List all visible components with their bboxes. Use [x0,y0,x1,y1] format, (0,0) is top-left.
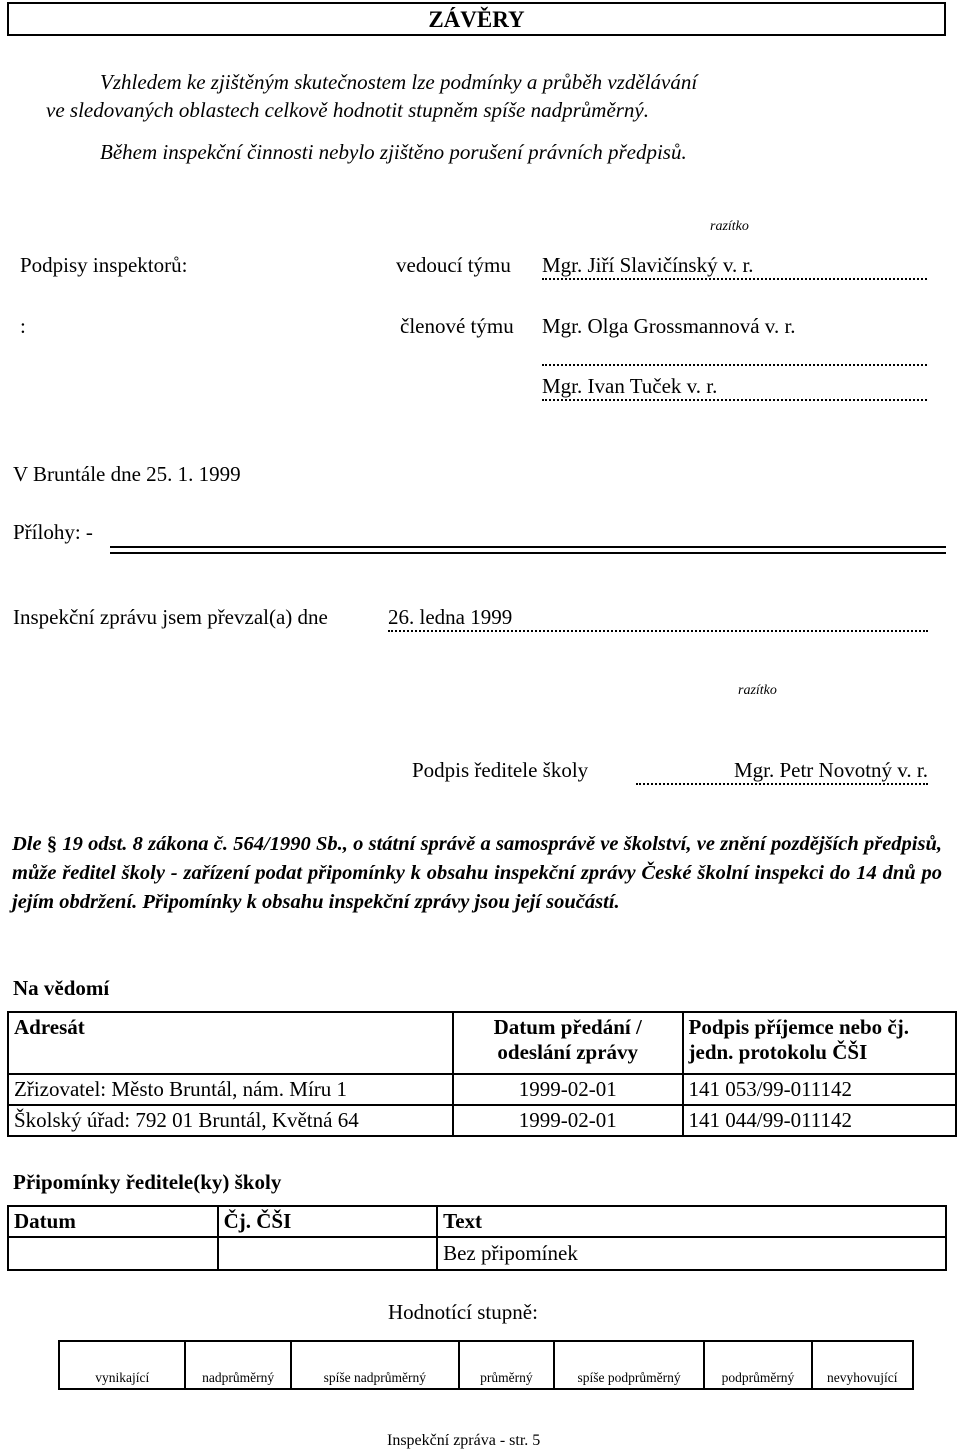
attachments: Přílohy: - [13,520,93,544]
leader-name: Mgr. Jiří Slavičínský v. r. [542,253,754,277]
grade-cell: nevyhovující [812,1341,913,1389]
leader-signature [542,253,927,280]
grade-cell: vynikající [59,1341,185,1389]
table-cell [218,1237,438,1270]
grade-cell: spíše podprůměrný [554,1341,704,1389]
members-label: členové týmu [400,314,514,338]
column-header-ref: Čj. ČŠI [218,1206,438,1237]
comments-heading: Připomínky ředitele(ky) školy [13,1170,282,1194]
column-header-date: Datum předání / odeslání zprávy [453,1012,683,1074]
distribution-table [7,1011,957,1137]
table-cell: Zřizovatel: Město Bruntál, nám. Míru 1 [8,1074,453,1105]
divider-line-2 [110,552,946,554]
stamp-label-2: razítko [738,683,777,698]
member2-name: Mgr. Ivan Tuček v. r. [542,374,718,398]
table-row [8,1105,956,1136]
conclusion-line-1: Vzhledem ke zjištěným skutečnostem lze podmínky a průběh vzdělávání [100,70,698,94]
grade-cell: spíše nadprůměrný [291,1341,459,1389]
conclusion-line-3: Během inspekční činnosti nebylo zjištěno porušení právních předpisů. [100,140,687,164]
legal-note [12,830,942,917]
table-cell: 1999-02-01 [453,1074,683,1105]
section-symbol: § [46,833,58,855]
grade-cell: podprůměrný [704,1341,811,1389]
table-cell: 1999-02-01 [453,1105,683,1136]
place-date: V Bruntále dne 25. 1. 1999 [13,462,241,486]
table-header-row [8,1206,946,1237]
grade-cell: nadprůměrný [185,1341,290,1389]
grade-cell: průměrný [459,1341,554,1389]
table-cell: 141 053/99-011142 [683,1074,957,1105]
table-cell: Školský úřad: 792 01 Bruntál, Květná 64 [8,1105,453,1136]
legal-note-text: 19 odst. 8 zákona č. 564/1990 Sb., o státní správě a samosprávě ve školství, ve znění pozdějších předpisů, může ředitel školy - zařízení podat připomínky k obsahu inspekční zprávy České školní inspekci do 14 dnů po jejím obdržení. Připomínky k obsahu inspekční zprávy jsou její součástí. [12,833,942,913]
conclusion-line-2: ve sledovaných oblastech celkově hodnotit stupněm spíše nadprůměrný. [46,98,650,122]
grades-heading: Hodnotící stupně: [388,1300,538,1324]
colon-label: : [20,314,26,338]
inspectors-label: Podpisy inspektorů: [20,253,188,277]
table-header-row [8,1012,956,1074]
column-header-recipient: Adresát [8,1012,453,1074]
grades-row [59,1341,913,1389]
member1-name: Mgr. Olga Grossmannová v. r. [542,314,796,338]
table-cell: 141 044/99-011142 [683,1105,957,1136]
leader-label: vedoucí týmu [396,253,511,277]
received-date: 26. ledna 1999 [388,605,513,629]
table-cell: Bez připomínek [437,1237,946,1270]
distribution-heading: Na vědomí [13,976,110,1000]
column-header-date: Datum [8,1206,218,1237]
comments-table [7,1205,947,1271]
director-label: Podpis ředitele školy [412,758,589,782]
page-title: ZÁVĚRY [7,2,946,36]
table-cell [8,1237,218,1270]
member1-signature-line [542,340,927,366]
director-name: Mgr. Petr Novotný v. r. [733,758,928,782]
table-row [8,1237,946,1270]
column-header-signature: Podpis příjemce nebo čj. jedn. protokolu ČŠI [683,1012,957,1074]
legal-note-prefix: Dle [12,833,42,855]
table-row [8,1074,956,1105]
divider-line-1 [110,546,946,548]
received-date-field [388,605,928,632]
stamp-label: razítko [710,219,749,234]
received-label: Inspekční zprávu jsem převzal(a) dne [13,605,328,629]
page-footer: Inspekční zpráva - str. 5 [387,1432,541,1449]
director-signature [636,758,928,785]
member2-signature [542,374,927,401]
grades-table [58,1340,914,1390]
column-header-text: Text [437,1206,946,1237]
